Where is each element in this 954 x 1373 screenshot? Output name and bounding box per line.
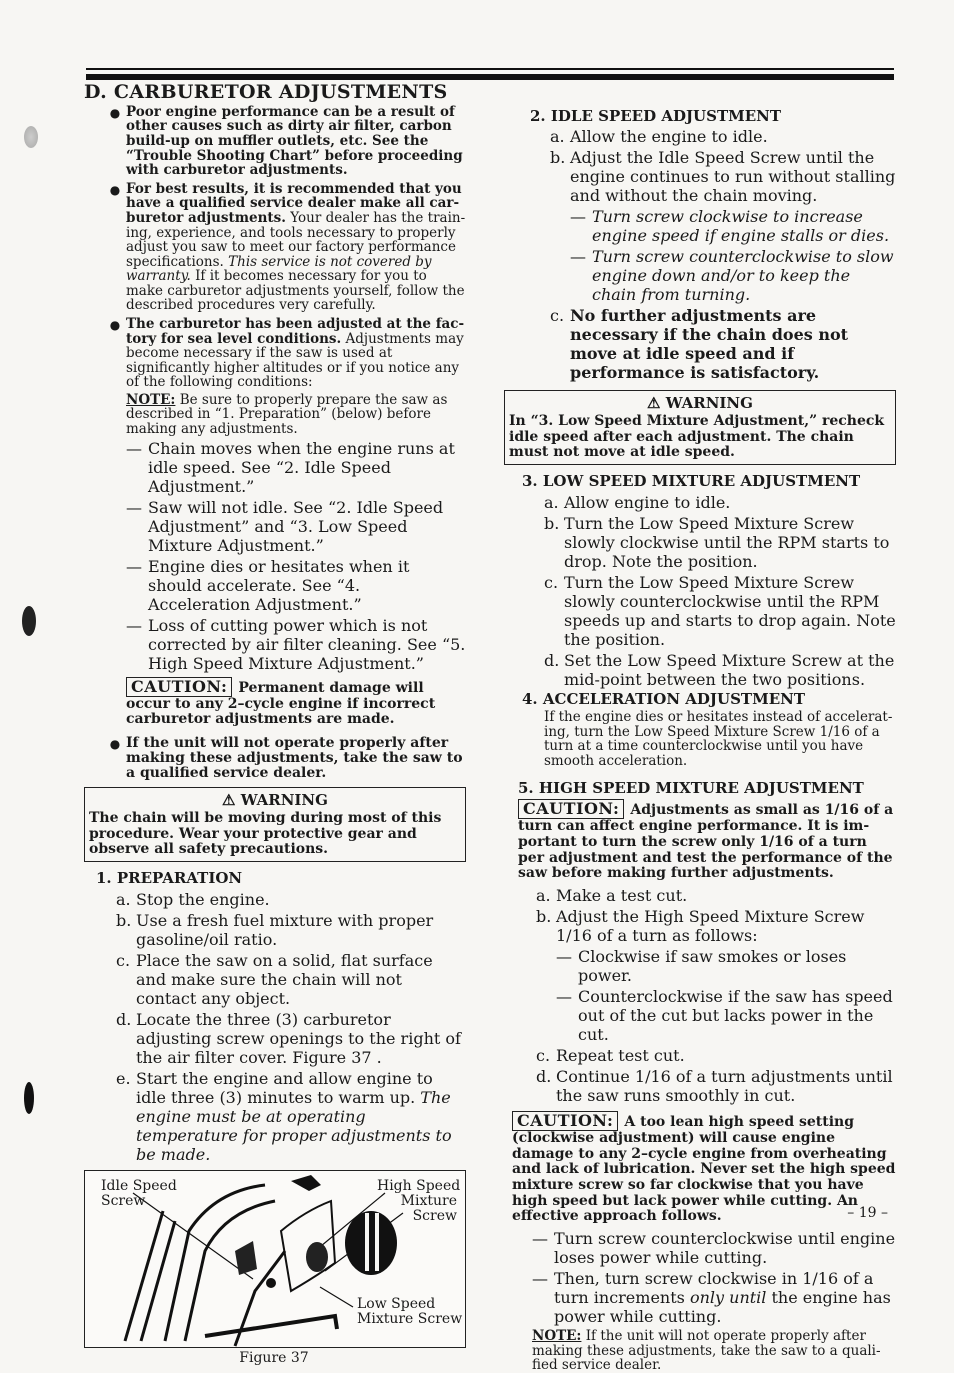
bullet-text: Adjustments may become necessary if the saw is used at significantly higher altitudes or if you notice any of the following conditions: — [126, 330, 464, 391]
warning-heading: ⚠ WARNING — [222, 791, 328, 810]
caution-text: A too lean high speed setting (clockwise adjustment) will cause engine damage to any 2–cycle engine from overheating and lack of lubrication. Never set the high speed mixture screw so far clockwise that you have high speed but lack power while cutting. An effective approach follows. — [512, 1114, 896, 1225]
note-text: Be sure to properly prepare the saw as described in “1. Preparation” (below) before making any adjustments. — [126, 391, 448, 438]
step-item: d. Set the Low Speed Mixture Screw at the mid-point between the two positions. — [544, 650, 895, 689]
bullet-italic: This service is not covered by warranty. — [126, 253, 432, 285]
caution-tag: CAUTION: — [518, 799, 624, 819]
caution-text: Permanent damage will occur to any 2–cycle engine if incorrect carburetor adjustments are made. — [126, 679, 436, 728]
step-item: b. Adjust the High Speed Mixture Screw 1/16 of a turn as follows: — [536, 907, 865, 946]
condition-item: — Engine dies or hesitates when it should accelerate. See “4. Acceleration Adjustment.” — [126, 556, 410, 614]
high-speed-screw-label: High Speed Mixture Screw — [377, 1177, 461, 1225]
bullet-icon: ● — [109, 105, 121, 120]
right-column — [504, 108, 896, 1373]
step-item: c. Repeat test cut. — [536, 1046, 685, 1066]
bullet-icon: ● — [109, 736, 121, 751]
instruction-item: — Turn screw clockwise to increase engine speed if engine stalls or dies. — [570, 207, 890, 246]
step-item: b. Adjust the Idle Speed Screw until the engine continues to run without stalling and without the chain moving. — [550, 148, 896, 206]
high-speed-title: 5. HIGH SPEED MIXTURE ADJUSTMENT — [518, 779, 864, 798]
caution-paragraph — [512, 1111, 896, 1225]
note-paragraph — [532, 1329, 896, 1373]
header-rule-thick — [86, 74, 894, 80]
caution-tag: CAUTION: — [126, 677, 232, 697]
step-item: a. Allow engine to idle. — [544, 492, 731, 512]
low-speed-title: 3. LOW SPEED MIXTURE ADJUSTMENT — [522, 472, 861, 491]
low-speed-steps — [544, 493, 896, 689]
instruction-item: — Turn screw counterclockwise until engine loses power while cutting. — [532, 1229, 896, 1268]
bullet-text: If it becomes necessary for you to make carburetor adjustments yourself, follow the described procedures very carefully. — [126, 268, 465, 314]
figure-caption: Figure 37 — [239, 1349, 309, 1366]
binder-hole-mark — [24, 1082, 34, 1114]
page-number: – 19 – — [847, 1205, 888, 1221]
caution-tag: CAUTION: — [512, 1111, 618, 1131]
idle-speed-title: 2. IDLE SPEED ADJUSTMENT — [530, 107, 782, 125]
step-item: d. Locate the three (3) carburetor adjusting screw openings to the right of the air filter cover. Figure 37 . — [116, 1009, 461, 1067]
preparation-title: 1. PREPARATION — [96, 869, 243, 888]
caution-paragraph — [126, 677, 466, 728]
step-item: a. Allow the engine to idle. — [550, 127, 768, 147]
acceleration-title: 4. ACCELERATION ADJUSTMENT — [522, 689, 806, 708]
instruction-item: — Clockwise if saw smokes or loses power. — [556, 947, 847, 986]
instruction-item: — Turn screw counterclockwise to slow engine down and/or to keep the chain from turning. — [570, 247, 894, 305]
low-speed-screw-label: Low Speed Mixture Screw — [357, 1295, 463, 1327]
preparation-steps — [116, 890, 466, 1164]
step-item: b. Use a fresh fuel mixture with proper gasoline/oil ratio. — [116, 910, 434, 949]
note-label: NOTE: — [532, 1328, 582, 1345]
condition-item: — Chain moves when the engine runs at idle speed. See “2. Idle Speed Adjustment.” — [126, 438, 455, 496]
bullet-bold: The carburetor has been adjusted at the factory for sea level conditions. — [126, 315, 465, 347]
warning-box — [84, 787, 466, 862]
binder-hole-mark — [24, 126, 38, 148]
idle-speed-steps — [550, 127, 896, 382]
high-speed-steps — [536, 886, 896, 1105]
instruction-item: — Counterclockwise if the saw has speed out of the cut but lacks power in the cut. — [556, 987, 893, 1045]
acceleration-text: If the engine dies or hesitates instead of accelerating, turn the Low Speed Mixture Screw 1/16 of a turn at a time counterclockwise until you have smooth acceleration. — [544, 708, 893, 769]
bullet-item — [104, 317, 466, 732]
caution-text: Adjustments as small as 1/16 of a turn can affect engine performance. It is important to turn the screw only 1/16 of a turn per adjustment and test the performance of the saw before making further adjustments. — [518, 802, 894, 882]
section-title: D. CARBURETOR ADJUSTMENTS — [84, 81, 448, 103]
step-item: a. Make a test cut. — [536, 886, 688, 906]
left-column — [84, 82, 466, 1366]
step-item: c. Place the saw on a solid, flat surface and make sure the chain will not contact any object. — [116, 950, 433, 1008]
step-item: a. Stop the engine. — [116, 889, 270, 909]
bullet-icon: ● — [109, 317, 121, 332]
header-rule-thin — [86, 68, 894, 70]
high-speed-section — [512, 799, 896, 1373]
warning-box — [504, 390, 896, 465]
warning-text: The chain will be moving during most of this procedure. Wear your protective gear and observe all safety precautions. — [89, 810, 442, 857]
note-text: If the unit will not operate properly after making these adjustments, take the saw to a qualified service dealer. — [532, 1328, 881, 1373]
warning-text: In “3. Low Speed Mixture Adjustment,” recheck idle speed after each adjustment. The chain must not move at idle speed. — [509, 413, 885, 461]
binder-hole-mark — [22, 606, 36, 636]
step-item: c. No further adjustments are necessary if the chain does not move at idle speed and if performance is satisfactory. — [550, 306, 849, 383]
step-item: e. Start the engine and allow engine to idle three (3) minutes to warm up. The engine must be at operating temperature for proper adjustments to be made. — [116, 1068, 452, 1164]
bullet-bold: Poor engine performance can be a result of other causes such as dirty air filter, carbon build-up on muffler outlets, etc. See the “Trouble Shooting Chart” before proceeding with carburetor adjustments. — [126, 103, 463, 179]
bullet-item — [104, 105, 466, 178]
figure-37 — [84, 1170, 466, 1348]
idle-speed-screw-label: Idle Speed Screw — [101, 1177, 177, 1209]
instruction-item: — Then, turn screw clockwise in 1/16 of a turn increments only until the engine has power while cutting. — [532, 1269, 891, 1327]
step-item: c. Turn the Low Speed Mixture Screw slowly counterclockwise until the RPM speeds up and starts to drop again. Note the position. — [544, 572, 896, 649]
bullet-icon: ● — [109, 182, 121, 197]
bullet-bold: If the unit will not operate properly after making these adjustments, take the saw to a qualified service dealer. — [126, 734, 463, 782]
note-label: NOTE: — [126, 391, 176, 408]
bullet-item — [104, 182, 466, 313]
step-item: b. Turn the Low Speed Mixture Screw slowly clockwise until the RPM starts to drop. Note the position. — [544, 513, 890, 571]
warning-heading: ⚠ WARNING — [647, 394, 753, 413]
bullet-text: Your dealer has the training, experience, and tools necessary to properly adjust you saw to meet our factory performance specifications. — [126, 209, 466, 270]
bullet-item — [104, 736, 466, 781]
bullet-bold: For best results, it is recommended that you have a qualified service dealer make all carburetor adjustments. — [126, 180, 462, 226]
caution-paragraph — [518, 799, 896, 882]
condition-item: — Loss of cutting power which is not corrected by air filter cleaning. See “5. High Speed Mixture Adjustment.” — [126, 615, 466, 673]
condition-item: — Saw will not idle. See “2. Idle Speed Adjustment” and “3. Low Speed Mixture Adjustment.” — [126, 497, 444, 555]
step-item: d. Continue 1/16 of a turn adjustments until the saw runs smoothly in cut. — [536, 1067, 893, 1106]
